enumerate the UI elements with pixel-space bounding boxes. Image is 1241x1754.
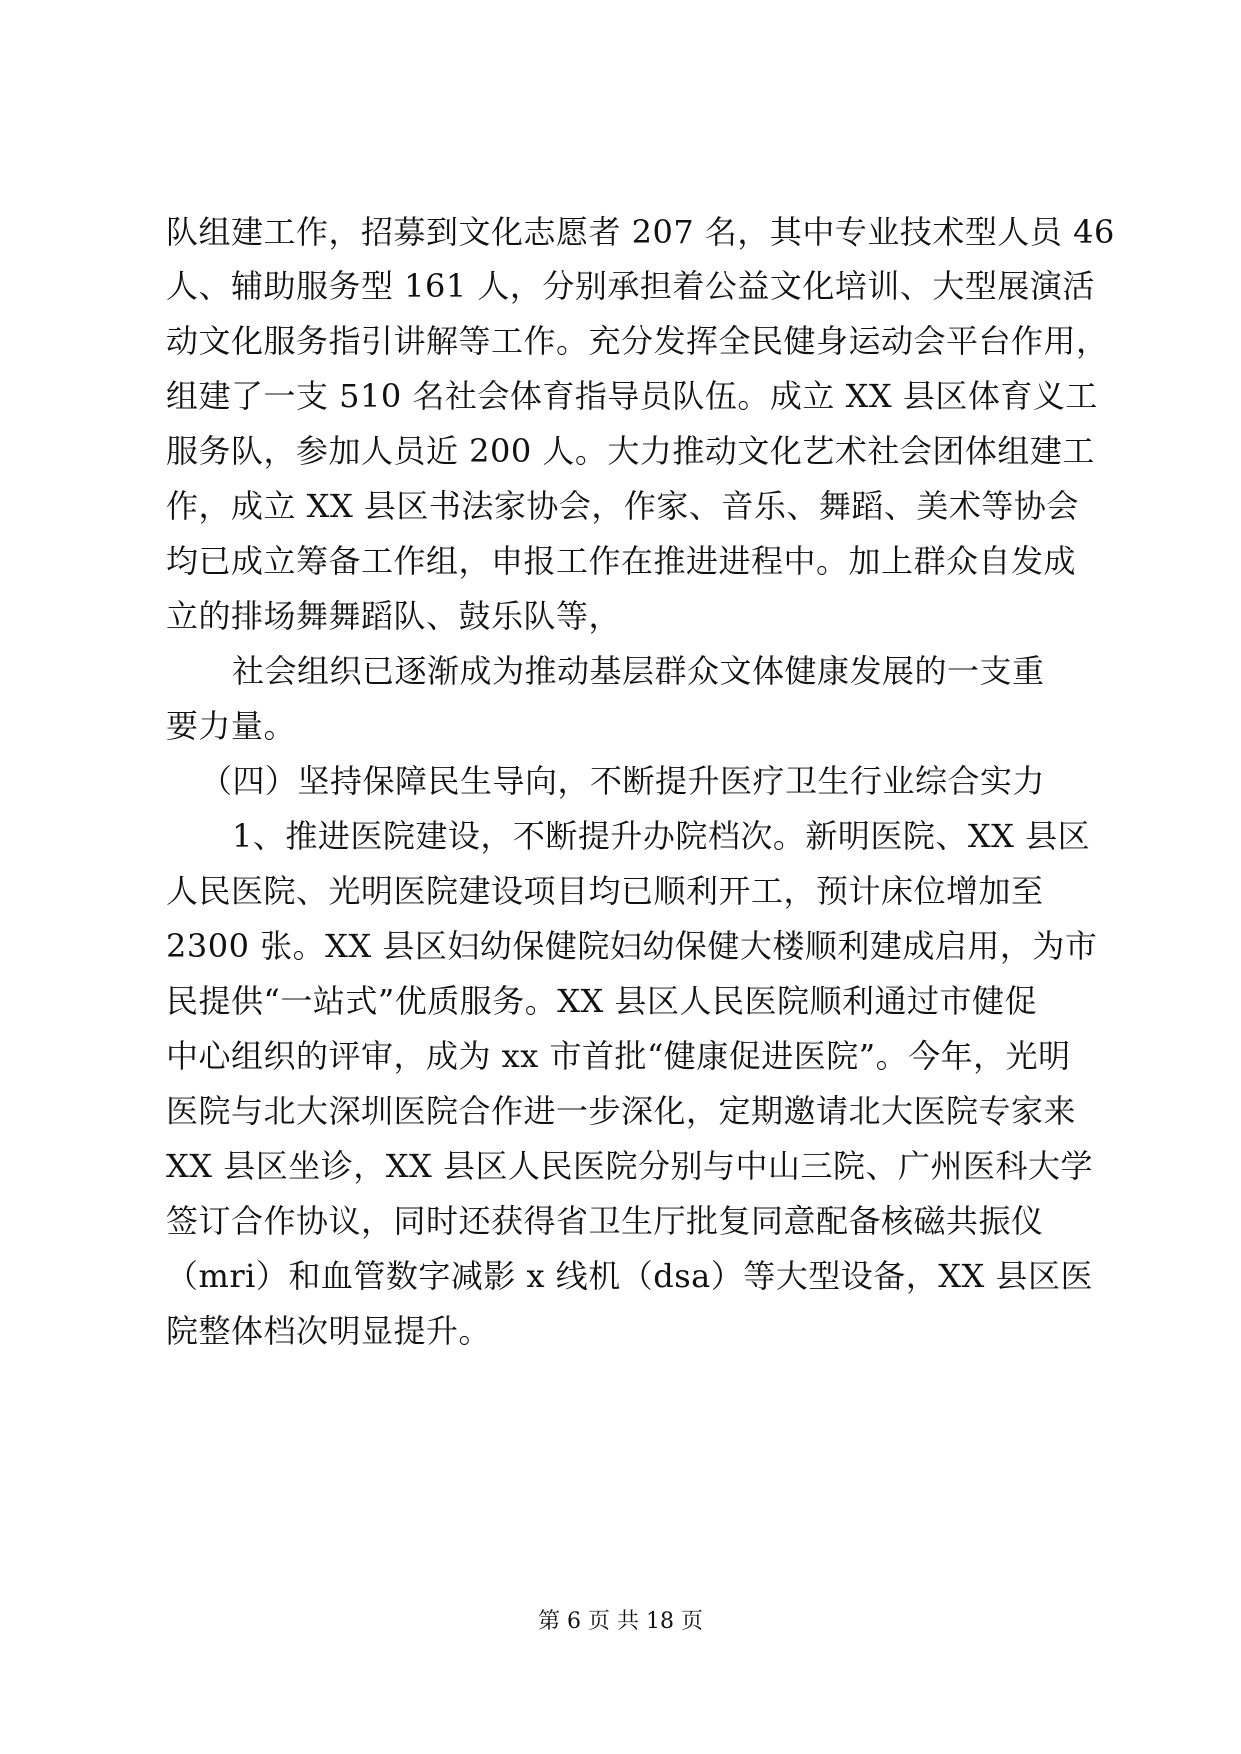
text-line-10: 要力量。 — [166, 707, 297, 745]
text-line-4: 组建了一支 510 名社会体育指导员队伍。成立 XX 县区体育义工 — [166, 377, 1098, 415]
text-line-3: 动文化服务指引讲解等工作。充分发挥全民健身运动会平台作用， — [166, 322, 1109, 360]
section-heading: （四）坚持保障民生导向，不断提升医疗卫生行业综合实力 — [200, 762, 1046, 800]
text-line-19: 签订合作协议，同时还获得省卫生厅批复同意配备核磁共振仪 — [166, 1202, 1044, 1240]
text-line-12: 1、推进医院建设，不断提升办院档次。新明医院、XX 县区 — [232, 817, 1091, 855]
text-line-5: 服务队，参加人员近 200 人。大力推动文化艺术社会团体组建工 — [166, 432, 1095, 470]
text-line-6: 作，成立 XX 县区书法家协会，作家、音乐、舞蹈、美术等协会 — [166, 487, 1079, 525]
text-line-21: 院整体档次明显提升。 — [166, 1312, 492, 1350]
text-line-13: 人民医院、光明医院建设项目均已顺利开工，预计床位增加至 — [166, 872, 1044, 910]
page-number-footer: 第 6 页 共 18 页 — [538, 1609, 703, 1634]
text-line-20: （mri）和血管数字减影 x 线机（dsa）等大型设备，XX 县区医 — [166, 1257, 1093, 1295]
text-line-16: 中心组织的评审，成为 xx 市首批“健康促进医院”。今年，光明 — [166, 1037, 1071, 1075]
text-line-8: 立的排场舞舞蹈队、鼓乐队等， — [166, 597, 622, 635]
text-line-17: 医院与北大深圳医院合作进一步深化，定期邀请北大医院专家来 — [166, 1092, 1077, 1130]
text-line-1: 队组建工作，招募到文化志愿者 207 名，其中专业技术型人员 46 — [166, 213, 1115, 251]
text-line-9: 社会组织已逐渐成为推动基层群众文体健康发展的一支重 — [232, 652, 1045, 690]
text-line-15: 民提供“一站式”优质服务。XX 县区人民医院顺利通过市健促 — [166, 982, 1037, 1020]
text-line-7: 均已成立筹备工作组，申报工作在推进进程中。加上群众自发成 — [166, 542, 1077, 580]
text-line-14: 2300 张。XX 县区妇幼保健院妇幼保健大楼顺利建成启用，为市 — [166, 927, 1098, 965]
text-line-2: 人、辅助服务型 161 人，分别承担着公益文化培训、大型展演活 — [166, 267, 1095, 305]
text-line-18: XX 县区坐诊，XX 县区人民医院分别与中山三院、广州医科大学 — [166, 1147, 1093, 1185]
